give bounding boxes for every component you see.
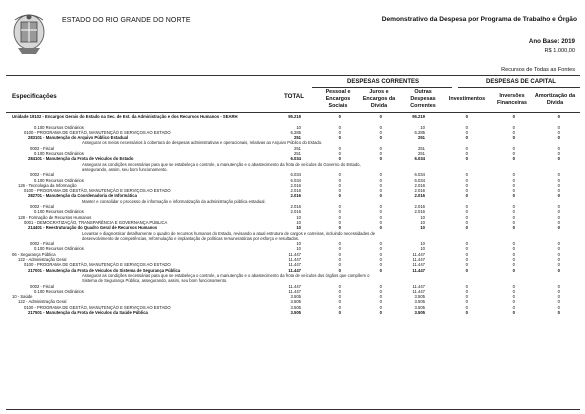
value-cell: 11.447 bbox=[412, 257, 425, 263]
value-cell: 2.016 bbox=[290, 204, 301, 210]
value-cell: 0 bbox=[338, 156, 341, 162]
row-label: 10 - Saúde bbox=[12, 294, 33, 300]
value-cell: 0 bbox=[512, 283, 515, 289]
value-cell: 95.219 bbox=[412, 114, 425, 119]
value-cell: 0 bbox=[512, 177, 515, 183]
value-cell: 0 bbox=[379, 172, 382, 178]
value-cell: 11.447 bbox=[412, 283, 425, 289]
state-name: ESTADO DO RIO GRANDE DO NORTE bbox=[62, 17, 191, 24]
value-cell: 0 bbox=[512, 114, 515, 119]
juros-header: Juros e Encargos da Dívida bbox=[362, 89, 396, 109]
value-cell: 0 bbox=[512, 129, 515, 135]
action-description: Assegurar as condições necessárias para que se estabeleça o controle, a manutenção e o abastecimento da frota de veículos do Governo do Estado, assegurando, assim, seu bom funcionamento. bbox=[82, 161, 361, 172]
value-cell: 0 bbox=[379, 156, 382, 162]
value-cell: 0 bbox=[379, 151, 382, 157]
action-description: Manter e consolidar o processo de informação e informatização da administração pública estadual. bbox=[82, 198, 266, 204]
value-cell: 0 bbox=[338, 225, 341, 231]
value-cell: 2.016 bbox=[414, 188, 425, 194]
value-cell: 0 bbox=[379, 193, 382, 199]
row-label: 126 - Tecnologia da Informação bbox=[18, 182, 77, 188]
value-cell: 0 bbox=[338, 267, 341, 273]
value-cell: 3.505 bbox=[414, 309, 425, 315]
value-cell: 6.285 bbox=[414, 129, 425, 135]
pessoal-header: Pessoal e Encargos Sociais bbox=[325, 89, 351, 109]
value-cell: 251 bbox=[418, 135, 425, 141]
action-description: Levantar e diagnosticar detalhamente o quadro de recursos humanos do Estado, revisando a atual estrutura de cargos e carreiras, incluindo necessidades de desenvolvimento de competências, reformulação e implantação de políticas remuneratórias por esforço e resultados. bbox=[82, 230, 376, 241]
value-cell: 0 bbox=[465, 283, 468, 289]
value-cell: 0 bbox=[557, 299, 560, 305]
value-cell: 0 bbox=[557, 262, 560, 268]
fonte-recursos: Recursos de Todas as Fontes bbox=[501, 67, 575, 73]
value-cell: 0 bbox=[338, 262, 341, 268]
row-label: 0.100 Recursos Ordinários bbox=[34, 151, 84, 157]
value-cell: 0 bbox=[379, 283, 382, 289]
value-cell: 0 bbox=[557, 182, 560, 188]
value-cell: 0 bbox=[465, 124, 468, 130]
row-label: 0.100 Recursos Ordinários bbox=[34, 124, 84, 130]
divider bbox=[6, 75, 580, 76]
value-cell: 6.034 bbox=[290, 172, 301, 178]
value-cell: 10 bbox=[420, 219, 425, 225]
value-cell: 10 bbox=[296, 241, 301, 247]
value-cell: 10 bbox=[296, 246, 301, 252]
value-cell: 0 bbox=[338, 129, 341, 135]
value-cell: 0 bbox=[465, 304, 468, 310]
value-cell: 0 bbox=[557, 193, 560, 199]
divider bbox=[458, 87, 580, 88]
value-cell: 3.505 bbox=[290, 294, 301, 300]
value-cell: 0 bbox=[338, 294, 341, 300]
value-cell: 0 bbox=[338, 246, 341, 252]
amortizacao-header: Amortização da Dívida bbox=[534, 93, 576, 106]
value-cell: 0 bbox=[512, 251, 515, 257]
value-cell: 11.447 bbox=[288, 267, 301, 273]
value-cell: 10 bbox=[420, 225, 425, 231]
report-header bbox=[0, 0, 585, 64]
value-cell: 0 bbox=[512, 294, 515, 300]
state-coat-of-arms-icon bbox=[12, 12, 46, 56]
value-cell: 0 bbox=[338, 309, 341, 315]
row-label: 0100 - PROGRAMA DE GESTÃO, MANUTENÇÃO E SERVIÇOS AO ESTADO bbox=[24, 188, 171, 194]
value-cell: 0 bbox=[465, 114, 468, 119]
value-cell: 10 bbox=[296, 124, 301, 130]
value-cell: 95.219 bbox=[288, 114, 301, 119]
value-cell: 0 bbox=[338, 299, 341, 305]
value-cell: 0 bbox=[512, 172, 515, 178]
inversoes-header: Inversões Financeiras bbox=[497, 93, 527, 106]
value-cell: 0 bbox=[512, 288, 515, 294]
value-cell: 10 bbox=[296, 214, 301, 220]
value-cell: 0 bbox=[512, 257, 515, 263]
value-cell: 0 bbox=[379, 209, 382, 215]
value-cell: 0 bbox=[557, 267, 560, 273]
value-cell: 0 bbox=[338, 214, 341, 220]
row-label: 0100 - PROGRAMA DE GESTÃO, MANUTENÇÃO E SERVIÇOS AO ESTADO bbox=[24, 262, 171, 268]
row-label: 0100 - PROGRAMA DE GESTÃO, MANUTENÇÃO E SERVIÇOS AO ESTADO bbox=[24, 304, 171, 310]
value-cell: 0 bbox=[379, 267, 382, 273]
value-cell: 0 bbox=[379, 288, 382, 294]
value-cell: 10 bbox=[420, 124, 425, 130]
value-cell: 0 bbox=[379, 262, 382, 268]
value-cell: 0 bbox=[379, 246, 382, 252]
value-cell: 0 bbox=[557, 219, 560, 225]
row-label: 0.100 Recursos Ordinários bbox=[34, 177, 84, 183]
value-cell: 2.016 bbox=[290, 193, 301, 199]
value-cell: 0 bbox=[465, 172, 468, 178]
value-cell: 0 bbox=[465, 214, 468, 220]
value-cell: 0 bbox=[465, 294, 468, 300]
value-cell: 0 bbox=[465, 156, 468, 162]
value-cell: 3.505 bbox=[414, 304, 425, 310]
value-cell: 0 bbox=[512, 246, 515, 252]
value-cell: 3.505 bbox=[414, 299, 425, 305]
value-cell: 0 bbox=[465, 267, 468, 273]
row-label: 0002 - Fiscal bbox=[30, 283, 54, 289]
value-cell: 0 bbox=[465, 219, 468, 225]
value-cell: 2.016 bbox=[414, 204, 425, 210]
value-cell: 0 bbox=[557, 251, 560, 257]
value-cell: 11.447 bbox=[288, 257, 301, 263]
row-label: 0002 - Fiscal bbox=[30, 241, 54, 247]
value-cell: 0 bbox=[557, 172, 560, 178]
value-cell: 0 bbox=[465, 129, 468, 135]
value-cell: 0 bbox=[557, 246, 560, 252]
value-cell: 0 bbox=[465, 288, 468, 294]
value-cell: 0 bbox=[338, 182, 341, 188]
value-cell: 0 bbox=[512, 156, 515, 162]
row-label: 0002 - Fiscal bbox=[30, 204, 54, 210]
value-cell: 0 bbox=[379, 251, 382, 257]
value-cell: 0 bbox=[512, 209, 515, 215]
value-cell: 0 bbox=[338, 241, 341, 247]
value-cell: 2.016 bbox=[290, 182, 301, 188]
value-cell: 0 bbox=[512, 267, 515, 273]
value-cell: 0 bbox=[512, 151, 515, 157]
value-cell: 0 bbox=[465, 151, 468, 157]
value-cell: 2.016 bbox=[414, 193, 425, 199]
row-label: 128 - Formação de Recursos Humanos bbox=[18, 214, 92, 220]
value-cell: 10 bbox=[420, 246, 425, 252]
value-cell: 0 bbox=[465, 225, 468, 231]
value-cell: 0 bbox=[465, 188, 468, 194]
value-cell: 0 bbox=[557, 188, 560, 194]
value-cell: 251 bbox=[418, 151, 425, 157]
action-description: Assegurar os meios necessários à cobertura de despesas administrativas e operacionais, relativas ao Arquivo Público do Estado. bbox=[82, 140, 323, 146]
value-cell: 6.034 bbox=[414, 177, 425, 183]
value-cell: 0 bbox=[465, 246, 468, 252]
value-cell: 0 bbox=[338, 304, 341, 310]
value-cell: 0 bbox=[379, 257, 382, 263]
value-cell: 2.016 bbox=[290, 209, 301, 215]
report-title: Demonstrativo da Despesa por Programa de Trabalho e Órgão bbox=[381, 16, 577, 23]
row-label: 282701 - Manutenção da Coordenadoria de Informática bbox=[28, 193, 137, 199]
value-cell: 6.034 bbox=[290, 177, 301, 183]
value-cell: 0 bbox=[557, 225, 560, 231]
value-cell: 0 bbox=[379, 214, 382, 220]
row-label: 283101 - Manutenção do Arquivo Público Estadual bbox=[28, 135, 129, 141]
row-label: 0.100 Recursos Ordinários bbox=[34, 288, 84, 294]
despesas-correntes-header: DESPESAS CORRENTES bbox=[346, 79, 419, 85]
ano-base: Ano Base: 2019 bbox=[528, 38, 575, 45]
value-cell: 3.505 bbox=[290, 299, 301, 305]
row-label: 06 - Segurança Pública bbox=[12, 251, 56, 257]
value-cell: 0 bbox=[465, 209, 468, 215]
divider bbox=[6, 409, 580, 410]
value-cell: 0 bbox=[465, 135, 468, 141]
value-cell: 2.016 bbox=[290, 188, 301, 194]
value-cell: 3.505 bbox=[290, 304, 301, 310]
value-cell: 0 bbox=[338, 219, 341, 225]
value-cell: 0 bbox=[465, 145, 468, 151]
value-cell: 0 bbox=[465, 251, 468, 257]
value-cell: 0 bbox=[379, 219, 382, 225]
value-cell: 0 bbox=[379, 114, 382, 119]
value-cell: 10 bbox=[296, 219, 301, 225]
row-label: 217501 - Manutenção da Frota de Veículos da Saúde Pública bbox=[28, 309, 148, 315]
value-cell: 251 bbox=[418, 145, 425, 151]
row-label: 0.100 Recursos Ordinários bbox=[34, 246, 84, 252]
value-cell: 0 bbox=[465, 177, 468, 183]
value-cell: 0 bbox=[338, 124, 341, 130]
value-cell: 251 bbox=[294, 145, 301, 151]
value-cell: 0 bbox=[512, 204, 515, 210]
row-label: 217001 - Manutenção da Frota de Veículos do Sistema de Segurança Pública bbox=[28, 267, 181, 273]
value-cell: 0 bbox=[557, 124, 560, 130]
value-cell: 0 bbox=[512, 214, 515, 220]
value-cell: 0 bbox=[512, 182, 515, 188]
value-cell: 251 bbox=[294, 135, 301, 141]
value-cell: 11.447 bbox=[288, 251, 301, 257]
value-cell: 11.447 bbox=[412, 288, 425, 294]
value-cell: 0 bbox=[557, 129, 560, 135]
value-cell: 11.447 bbox=[288, 262, 301, 268]
value-cell: 3.505 bbox=[290, 309, 301, 315]
currency-unit: R$ 1.000,00 bbox=[544, 48, 575, 54]
row-label: 122 - Administração Geral bbox=[18, 299, 67, 305]
value-cell: 0 bbox=[512, 262, 515, 268]
value-cell: 0 bbox=[557, 204, 560, 210]
value-cell: 2.016 bbox=[414, 182, 425, 188]
row-label: 0.100 Recursos Ordinários bbox=[34, 209, 84, 215]
value-cell: 0 bbox=[338, 257, 341, 263]
value-cell: 0 bbox=[379, 309, 382, 315]
value-cell: 0 bbox=[465, 257, 468, 263]
despesas-capital-header: DESPESAS DE CAPITAL bbox=[486, 79, 556, 85]
value-cell: 0 bbox=[338, 145, 341, 151]
row-label: 0001 - DEMOCRATIZAÇÃO, TRANSPARÊNCIA E GOVERNANÇA PÚBLICA bbox=[24, 219, 168, 225]
budget-table-body bbox=[0, 114, 585, 315]
row-label: Unidade 19102 - Encargos Gerais do Estado na Sec. de Est. da Administração e dos Recursos Humanos - SEARH bbox=[12, 114, 238, 119]
row-label: 122 - Administração Geral bbox=[18, 257, 67, 263]
value-cell: 6.034 bbox=[414, 156, 425, 162]
value-cell: 0 bbox=[512, 124, 515, 130]
value-cell: 0 bbox=[338, 251, 341, 257]
value-cell: 0 bbox=[379, 177, 382, 183]
value-cell: 0 bbox=[512, 309, 515, 315]
value-cell: 0 bbox=[465, 182, 468, 188]
value-cell: 0 bbox=[465, 299, 468, 305]
value-cell: 0 bbox=[379, 241, 382, 247]
value-cell: 0 bbox=[512, 135, 515, 141]
value-cell: 0 bbox=[557, 114, 560, 119]
value-cell: 0 bbox=[379, 135, 382, 141]
row-label: 0100 - PROGRAMA DE GESTÃO, MANUTENÇÃO E SERVIÇOS AO ESTADO bbox=[24, 129, 171, 135]
outras-header: Outras Despesas Correntes bbox=[410, 89, 436, 109]
value-cell: 0 bbox=[557, 309, 560, 315]
row-label: 214401 - Reestruturação do Quadro Geral de Recursos Humanos bbox=[28, 225, 158, 231]
value-cell: 0 bbox=[338, 188, 341, 194]
value-cell: 0 bbox=[338, 135, 341, 141]
value-cell: 0 bbox=[465, 193, 468, 199]
value-cell: 0 bbox=[557, 151, 560, 157]
value-cell: 0 bbox=[512, 304, 515, 310]
value-cell: 0 bbox=[465, 309, 468, 315]
value-cell: 0 bbox=[557, 156, 560, 162]
row-label: 0002 - Fiscal bbox=[30, 145, 54, 151]
value-cell: 0 bbox=[379, 129, 382, 135]
value-cell: 2.016 bbox=[414, 209, 425, 215]
value-cell: 0 bbox=[379, 204, 382, 210]
table-row bbox=[0, 114, 585, 125]
value-cell: 10 bbox=[420, 214, 425, 220]
value-cell: 0 bbox=[557, 145, 560, 151]
value-cell: 0 bbox=[338, 114, 341, 119]
row-label: 284101 - Manutenção da Frota de Veículos do Estado bbox=[28, 156, 134, 162]
value-cell: 251 bbox=[294, 151, 301, 157]
value-cell: 0 bbox=[512, 241, 515, 247]
value-cell: 0 bbox=[379, 182, 382, 188]
table-row bbox=[0, 310, 585, 315]
value-cell: 0 bbox=[379, 294, 382, 300]
value-cell: 11.447 bbox=[412, 267, 425, 273]
value-cell: 0 bbox=[557, 288, 560, 294]
value-cell: 0 bbox=[557, 241, 560, 247]
value-cell: 0 bbox=[379, 299, 382, 305]
value-cell: 0 bbox=[512, 193, 515, 199]
value-cell: 0 bbox=[379, 304, 382, 310]
divider bbox=[6, 112, 580, 113]
value-cell: 0 bbox=[557, 294, 560, 300]
total-header: TOTAL bbox=[284, 93, 305, 100]
value-cell: 3.505 bbox=[414, 294, 425, 300]
value-cell: 0 bbox=[338, 193, 341, 199]
value-cell: 0 bbox=[557, 214, 560, 220]
value-cell: 0 bbox=[512, 145, 515, 151]
value-cell: 0 bbox=[465, 204, 468, 210]
value-cell: 0 bbox=[465, 262, 468, 268]
value-cell: 0 bbox=[557, 283, 560, 289]
value-cell: 11.447 bbox=[288, 288, 301, 294]
value-cell: 0 bbox=[512, 299, 515, 305]
value-cell: 0 bbox=[338, 209, 341, 215]
action-description: Assegurar as condições necessárias para que se estabeleça o controle, a manutenção e o abastecimento da frota de veículos dos órgãos que compõem o Sistema de Segurança Pública, assegurando, assim, seu bom funcionamento. bbox=[82, 272, 370, 284]
value-cell: 0 bbox=[338, 283, 341, 289]
value-cell: 0 bbox=[338, 172, 341, 178]
especificacoes-header: Especificações bbox=[12, 93, 57, 100]
value-cell: 0 bbox=[512, 219, 515, 225]
value-cell: 11.447 bbox=[288, 283, 301, 289]
value-cell: 10 bbox=[420, 241, 425, 247]
row-label: 0002 - Fiscal bbox=[30, 172, 54, 178]
value-cell: 6.034 bbox=[290, 156, 301, 162]
value-cell: 0 bbox=[379, 145, 382, 151]
investimentos-header: Investimentos bbox=[448, 96, 486, 102]
value-cell: 6.034 bbox=[414, 172, 425, 178]
value-cell: 0 bbox=[379, 225, 382, 231]
value-cell: 0 bbox=[557, 177, 560, 183]
value-cell: 0 bbox=[338, 151, 341, 157]
value-cell: 0 bbox=[557, 257, 560, 263]
value-cell: 0 bbox=[557, 304, 560, 310]
value-cell: 0 bbox=[557, 135, 560, 141]
value-cell: 0 bbox=[338, 288, 341, 294]
value-cell: 10 bbox=[296, 225, 301, 231]
value-cell: 0 bbox=[557, 209, 560, 215]
value-cell: 0 bbox=[512, 225, 515, 231]
value-cell: 0 bbox=[338, 204, 341, 210]
value-cell: 0 bbox=[512, 188, 515, 194]
value-cell: 0 bbox=[379, 188, 382, 194]
divider bbox=[312, 87, 452, 88]
value-cell: 11.447 bbox=[412, 262, 425, 268]
value-cell: 0 bbox=[465, 241, 468, 247]
value-cell: 0 bbox=[379, 124, 382, 130]
value-cell: 11.447 bbox=[412, 251, 425, 257]
value-cell: 0 bbox=[338, 177, 341, 183]
value-cell: 6.285 bbox=[290, 129, 301, 135]
